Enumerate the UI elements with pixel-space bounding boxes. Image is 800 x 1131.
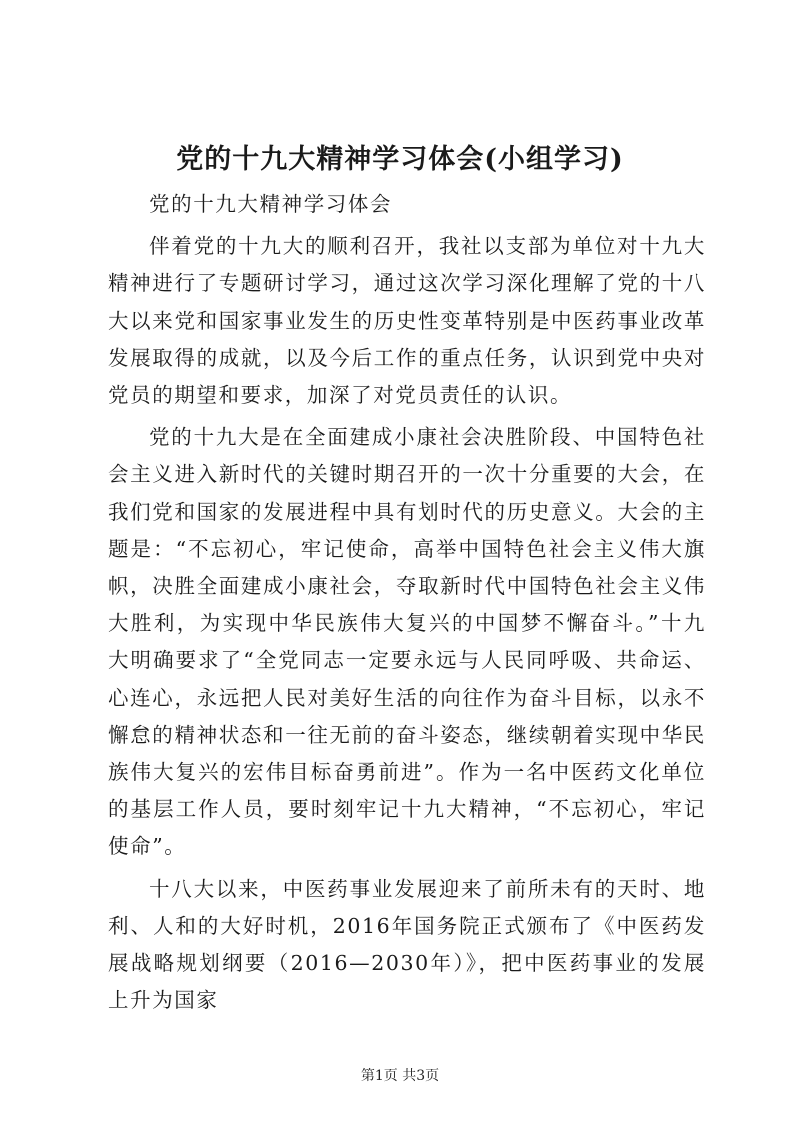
- subtitle-paragraph: 党的十九大精神学习体会: [149, 192, 393, 216]
- body-paragraph: 党的十九大是在全面建成小康社会决胜阶段、中国特色社会主义进入新时代的关键时期召开的一次十分重要的大会，在我们党和国家的发展进程中具有划时代的历史意义。大会的主题是：“不忘初心，牢记使命，高举中国特色社会主义伟大旗帜，决胜全面建成小康社会，夺取新时代中国特色社会主义伟大胜利，为实现中华民族伟大复兴的中国梦不懈奋斗。”十九大明确要求了“全党同志一定要永远与人民同呼吸、共命运、心连心，永远把人民对美好生活的向往作为奋斗目标，以永不懈怠的精神状态和一往无前的奋斗姿态，继续朝着实现中华民族伟大复兴的宏伟目标奋勇前进”。作为一名中医药文化单位的基层工作人员，要时刻牢记十九大精神，“不忘初心，牢记使命”。: [108, 425, 706, 859]
- body-paragraph: 伴着党的十九大的顺利召开，我社以支部为单位对十九大精神进行了专题研讨学习，通过这次学习深化理解了党的十八大以来党和国家事业发生的历史性变革特别是中医药事业改革发展取得的成就，以及今后工作的重点任务，认识到党中央对党员的期望和要求，加深了对党员责任的认识。: [108, 234, 706, 408]
- body-paragraph: 十八大以来，中医药事业发展迎来了前所未有的天时、地利、人和的大好时机，2016年国务院正式颁布了《中医药发展战略规划纲要（2016—2030年）》，把中医药事业的发展上升为国家: [108, 876, 706, 1013]
- page-indicator: 第1页 共3页: [360, 1068, 440, 1084]
- document-title: 党的十九大精神学习体会(小组学习): [176, 144, 624, 175]
- document-body: [108, 186, 706, 1024]
